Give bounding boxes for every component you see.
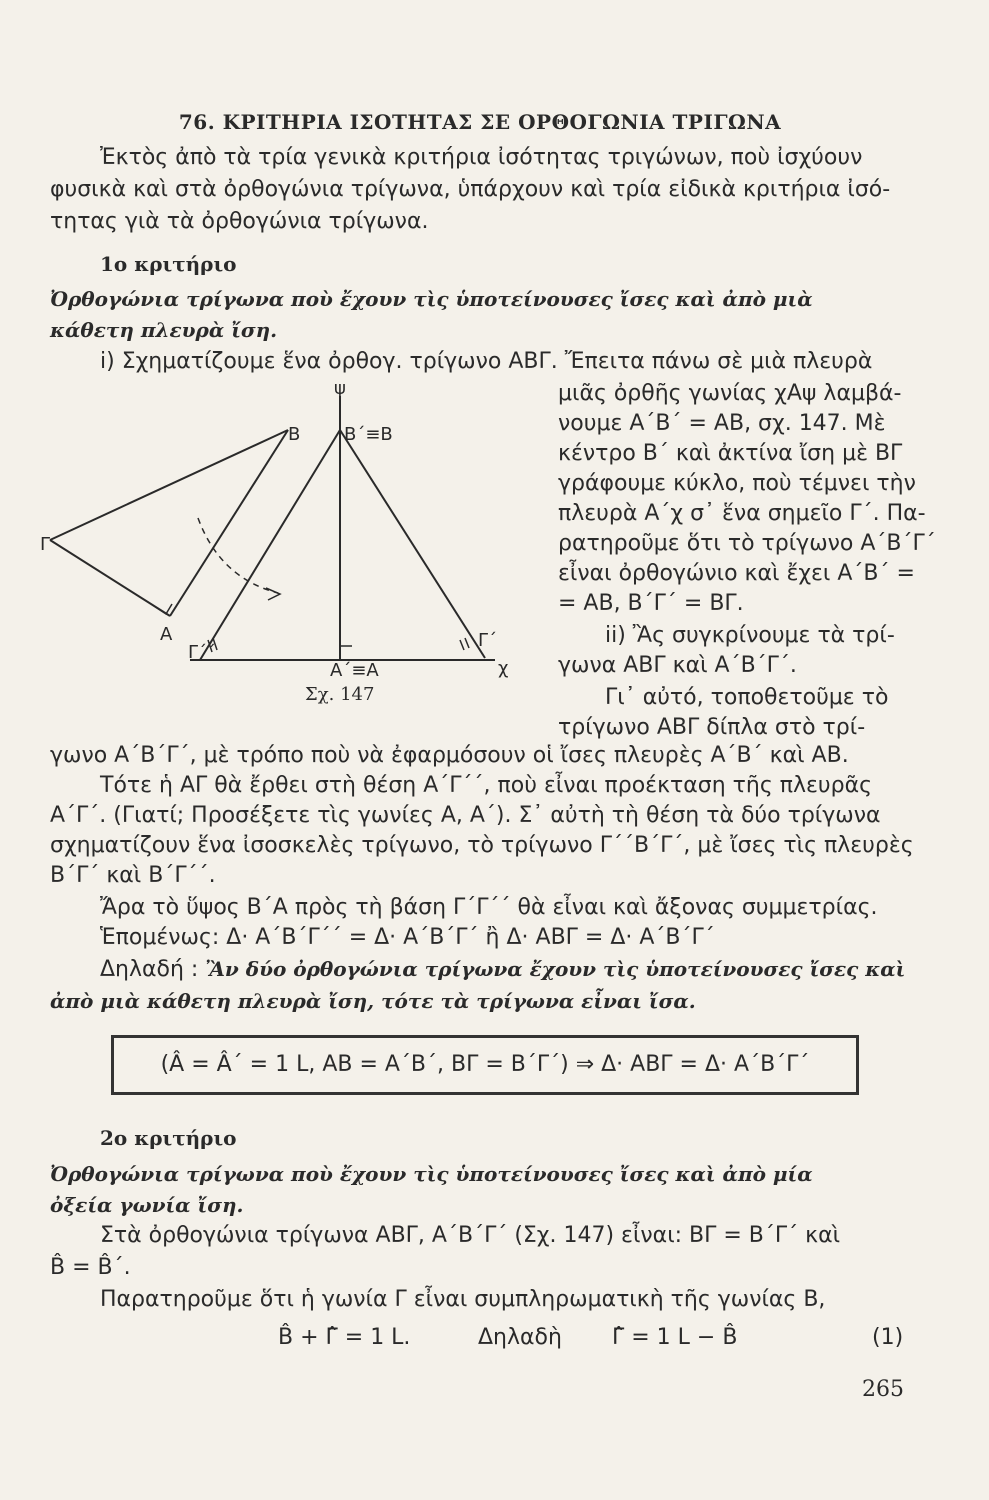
conclusion-prefix: Δηλαδή : [100, 957, 199, 982]
figure-147 [40, 378, 560, 708]
para-ii-right-2: γωνα ΑΒΓ καὶ Α΄Β΄Γ΄. [558, 653, 797, 678]
section-title: 76. ΚΡΙΤΗΡΙΑ ΙΣΟΤΗΤΑΣ ΣΕ ΟΡΘΟΓΩΝΙΑ ΤΡΙΓΩΝΑ [178, 110, 782, 134]
intro-line-1: Ἐκτὸς ἀπὸ τὰ τρία γενικὰ κριτήρια ἰσότητας τριγώνων, ποὺ ἰσχύουν [100, 145, 863, 170]
boxed-formula: (Â = Â΄ = 1 L, ΑΒ = Α΄Β΄, ΒΓ = Β΄Γ΄) ⇒ Δ· ΑΒΓ = Δ· Α΄Β΄Γ΄ [111, 1035, 859, 1095]
criterion-2-statement-1: Ὀρθογώνια τρίγωνα ποὺ ἔχουν τὶς ὑποτείνουσες ἴσες καὶ ἀπὸ μία [50, 1162, 813, 1186]
label-x: χ [498, 658, 509, 679]
equation-deladi: Δηλαδὴ [478, 1325, 562, 1350]
intro-line-3: τητας γιὰ τὰ ὀρθογώνια τρίγωνα. [50, 209, 429, 234]
right-angle-marker-a [340, 646, 352, 660]
criterion-1-statement-2: κάθετη πλευρὰ ἴση. [50, 318, 278, 342]
criterion-2-body-3: Παρατηροῦμε ὅτι ἡ γωνία Γ εἶναι συμπληρωματικὴ τῆς γωνίας Β, [100, 1287, 826, 1312]
side-bprime-gpp [200, 430, 340, 660]
para-i-right-8: = ΑΒ, Β΄Γ΄ = ΒΓ. [558, 591, 744, 616]
para-i-right-1: μιᾶς ὀρθῆς γωνίας χΑψ λαμβά- [558, 381, 902, 406]
label-aprime-a: Α΄≡Α [330, 660, 379, 681]
criterion-1-statement-1: Ὀρθογώνια τρίγωνα ποὺ ἔχουν τὶς ὑποτείνουσες ἴσες καὶ ἀπὸ μιὰ [50, 287, 813, 311]
equation-gamma: Γ̂ = 1 L − B̂ [612, 1325, 738, 1350]
label-gamma-double-prime: Γ΄΄ [188, 642, 217, 663]
label-gamma-prime: Γ΄ [478, 630, 498, 651]
equation-number: (1) [872, 1325, 904, 1350]
side-gamma-a [50, 540, 170, 616]
label-b: Β [288, 424, 301, 445]
para-ii-rest-5: Β΄Γ΄ καὶ Β΄Γ΄΄. [50, 863, 216, 888]
para-ii-right-1: ii) Ἂς συγκρίνουμε τὰ τρί- [605, 623, 895, 648]
para-ii-rest-6: Ἄρα τὸ ὕψος Β΄Α πρὸς τὴ βάση Γ΄Γ΄΄ θὰ εἶναι καὶ ἄξονας συμμετρίας. [100, 895, 878, 920]
conclusion-line-1 [100, 955, 910, 984]
intro-line-2: φυσικὰ καὶ στὰ ὀρθογώνια τρίγωνα, ὑπάρχουν καὶ τρία εἰδικὰ κριτήρια ἰσό- [50, 177, 891, 202]
criterion-2-heading: 2ο κριτήριο [100, 1126, 237, 1150]
label-gamma: Γ [40, 534, 51, 555]
conclusion-line-2: ἀπὸ μιὰ κάθετη πλευρὰ ἴση, τότε τὰ τρίγωνα εἶναι ἴσα. [50, 989, 696, 1013]
label-psi: ψ [334, 378, 346, 399]
figure-caption: Σχ. 147 [305, 684, 375, 705]
para-i-right-6: ρατηροῦμε ὅτι τὸ τρίγωνο Α΄Β΄Γ΄ [558, 531, 936, 556]
para-i-first-line: i) Σχηματίζουμε ἕνα ὀρθογ. τρίγωνο ΑΒΓ. Ἔπειτα πάνω σὲ μιὰ πλευρὰ [100, 349, 873, 374]
para-i-right-5: πλευρὰ Α΄χ σ᾽ ἕνα σημεῖο Γ΄. Πα- [558, 501, 926, 526]
para-i-right-2: νουμε Α΄Β΄ = ΑΒ, σχ. 147. Μὲ [558, 411, 886, 436]
criterion-2-statement-2: ὀξεία γωνία ἴση. [50, 1193, 244, 1217]
label-bprime-b: Β΄≡Β [344, 424, 393, 445]
para-ii-rest-4: σχηματίζουν ἕνα ἰσοσκελὲς τρίγωνο, τὸ τρίγωνο Γ΄΄Β΄Γ΄, μὲ ἴσες τὶς πλευρὲς [50, 833, 914, 858]
label-a: Α [160, 624, 173, 645]
para-ii-right-4: τρίγωνο ΑΒΓ δίπλα στὸ τρί- [558, 715, 866, 740]
right-angle-marker-b [154, 604, 172, 614]
para-i-right-7: εἶναι ὀρθογώνιο καὶ ἔχει Α΄Β΄ = [558, 561, 915, 586]
para-i-right-4: γράφουμε κύκλο, ποὺ τέμνει τὴν [558, 471, 916, 496]
triangle-diagram [40, 378, 560, 708]
para-ii-rest-3: Α΄Γ΄. (Γιατί; Προσέξετε τὶς γωνίες Α, Α΄). Σ᾽ αὐτὴ τὴ θέση τὰ δύο τρίγωνα [50, 803, 881, 828]
criterion-1-heading: 1ο κριτήριο [100, 252, 237, 276]
conclusion-text-1: Ἂν δύο ὀρθογώνια τρίγωνα ἔχουν τὶς ὑποτείνουσες ἴσες καὶ [205, 957, 906, 981]
page-number: 265 [862, 1377, 904, 1402]
arc-dashed [198, 518, 278, 593]
para-ii-rest-7: Ἑπομένως: Δ· Α΄Β΄Γ΄΄ = Δ· Α΄Β΄Γ΄ ἢ Δ· ΑΒΓ = Δ· Α΄Β΄Γ΄ [100, 925, 715, 950]
para-i-right-3: κέντρο Β΄ καὶ ἀκτίνα ἴση μὲ ΒΓ [558, 441, 903, 466]
para-ii-rest-1: γωνο Α΄Β΄Γ΄, μὲ τρόπο ποὺ νὰ ἐφαρμόσουν οἱ ἴσες πλευρὲς Α΄Β΄ καὶ ΑΒ. [50, 743, 849, 768]
para-ii-rest-2: Τότε ἡ ΑΓ θὰ ἔρθει στὴ θέση Α΄Γ΄΄, ποὺ εἶναι προέκταση τῆς πλευρᾶς [100, 773, 873, 798]
side-bprime-gprime [340, 430, 485, 658]
criterion-2-body-1: Στὰ ὀρθογώνια τρίγωνα ΑΒΓ, Α΄Β΄Γ΄ (Σχ. 147) εἶναι: ΒΓ = Β΄Γ΄ καὶ [100, 1223, 841, 1248]
equation-sum: B̂ + Γ̂ = 1 L. [278, 1325, 411, 1350]
para-ii-right-3: Γι᾽ αὐτό, τοποθετοῦμε τὸ [605, 685, 889, 710]
criterion-2-body-2: B̂ = B̂΄. [50, 1255, 131, 1280]
